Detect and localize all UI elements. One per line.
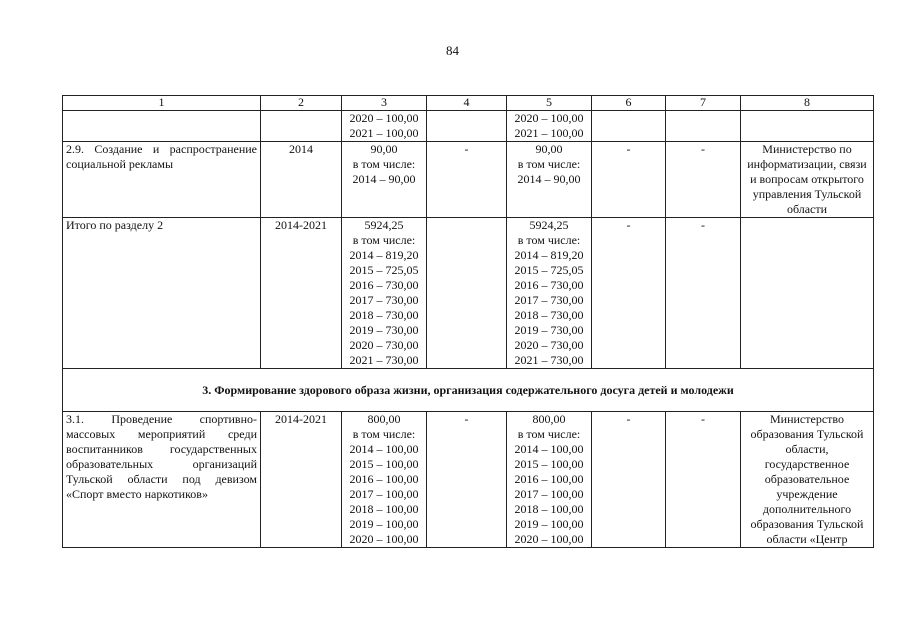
header-row bbox=[63, 96, 874, 111]
cell-period: 2014-2021 bbox=[261, 218, 342, 369]
amount-line: 90,00 bbox=[370, 142, 398, 156]
amount-line: 2021 – 730,00 bbox=[349, 353, 419, 367]
amount-line: 800,00 bbox=[532, 412, 566, 426]
col-header-5: 5 bbox=[507, 96, 592, 111]
amount-line: в том числе: bbox=[352, 157, 416, 171]
cell-name: 2.9. Создание и распространение социальной рекламы bbox=[63, 142, 261, 218]
table-row bbox=[63, 142, 874, 218]
cell-name: Итого по разделу 2 bbox=[63, 218, 261, 369]
amount-line: 2018 – 100,00 bbox=[514, 502, 584, 516]
cell-col3 bbox=[342, 142, 427, 218]
cell-col4: - bbox=[427, 412, 507, 548]
cell-col8: Министерство образования Тульской области, государственное образовательное учреждение дополнительного образования Тульской области «Центр bbox=[741, 412, 874, 548]
amount-line: 2016 – 730,00 bbox=[514, 278, 584, 292]
amount-line: 2014 – 90,00 bbox=[517, 172, 581, 186]
amount-line: 2021 – 100,00 bbox=[349, 126, 419, 140]
amount-line: 2020 – 100,00 bbox=[349, 111, 419, 125]
cell-col3 bbox=[342, 412, 427, 548]
table-row bbox=[63, 218, 874, 369]
cell-col6: - bbox=[592, 218, 666, 369]
amount-line: 2015 – 725,05 bbox=[349, 263, 419, 277]
cell-col8 bbox=[741, 218, 874, 369]
amount-line: 5924,25 bbox=[364, 218, 404, 232]
cell-col4: - bbox=[592, 412, 666, 548]
amount-line: 2021 – 730,00 bbox=[514, 353, 584, 367]
cell-col8 bbox=[741, 111, 874, 142]
amount-line: в том числе: bbox=[517, 233, 581, 247]
cell-col7: - bbox=[666, 412, 741, 548]
amount-line: в том числе: bbox=[517, 427, 581, 441]
amount-line: 2020 – 100,00 bbox=[514, 532, 584, 546]
amount-line: 2021 – 100,00 bbox=[514, 126, 584, 140]
col-header-4: 4 bbox=[427, 96, 507, 111]
amount-line: 2014 – 100,00 bbox=[514, 442, 584, 456]
cell-col5 bbox=[507, 412, 592, 548]
cell-col6 bbox=[592, 111, 666, 142]
amount-line: 2019 – 730,00 bbox=[349, 323, 419, 337]
cell-col5 bbox=[507, 218, 592, 369]
col-header-8: 8 bbox=[741, 96, 874, 111]
cell-col6: - bbox=[592, 142, 666, 218]
amount-line: 2017 – 100,00 bbox=[514, 487, 584, 501]
amount-line: 800,00 bbox=[367, 412, 401, 426]
col-header-2: 2 bbox=[261, 96, 342, 111]
amount-line: 2018 – 730,00 bbox=[514, 308, 584, 322]
cell-period: 2014-2021 bbox=[261, 412, 342, 548]
amount-line: 2014 – 90,00 bbox=[352, 172, 416, 186]
amount-line: 2016 – 100,00 bbox=[514, 472, 584, 486]
section-title: 3. Формирование здорового образа жизни, организация содержательного досуга детей и молодежи bbox=[63, 369, 874, 412]
amount-line: 2014 – 100,00 bbox=[349, 442, 419, 456]
cell-col7: - bbox=[666, 142, 741, 218]
amount-line: 2015 – 725,05 bbox=[514, 263, 584, 277]
amount-line: 2015 – 100,00 bbox=[514, 457, 584, 471]
cell-name bbox=[63, 111, 261, 142]
col-header-6: 6 bbox=[592, 96, 666, 111]
cell-period bbox=[261, 111, 342, 142]
amount-line: 2017 – 100,00 bbox=[349, 487, 419, 501]
cell-period: 2014 bbox=[261, 142, 342, 218]
program-table bbox=[62, 95, 874, 548]
amount-line: 2015 – 100,00 bbox=[349, 457, 419, 471]
amount-line: 2020 – 730,00 bbox=[349, 338, 419, 352]
cell-col7 bbox=[666, 111, 741, 142]
amount-line: 2016 – 100,00 bbox=[349, 472, 419, 486]
col-header-7: 7 bbox=[666, 96, 741, 111]
cell-col8: Министерство по информатизации, связи и вопросам открытого управления Тульской области bbox=[741, 142, 874, 218]
cell-col5 bbox=[507, 142, 592, 218]
amount-line: в том числе: bbox=[352, 427, 416, 441]
cell-col3 bbox=[342, 218, 427, 369]
amount-line: 2019 – 100,00 bbox=[349, 517, 419, 531]
amount-line: 2016 – 730,00 bbox=[349, 278, 419, 292]
cell-name: 3.1. Проведение спортивно-массовых мероприятий среди воспитанников государственных образовательных организаций Тульской области под девизом «Спорт вместо наркотиков» bbox=[63, 412, 261, 548]
col-header-3: 3 bbox=[342, 96, 427, 111]
amount-line: 2018 – 730,00 bbox=[349, 308, 419, 322]
amount-line: 2020 – 730,00 bbox=[514, 338, 584, 352]
col-header-1: 1 bbox=[63, 96, 261, 111]
amount-line: 2017 – 730,00 bbox=[514, 293, 584, 307]
amount-line: в том числе: bbox=[352, 233, 416, 247]
cell-col4: - bbox=[427, 142, 507, 218]
cell-col4 bbox=[427, 218, 507, 369]
amount-line: 2017 – 730,00 bbox=[349, 293, 419, 307]
amount-line: 2020 – 100,00 bbox=[514, 111, 584, 125]
section-heading-row bbox=[63, 369, 874, 412]
amount-line: 90,00 bbox=[535, 142, 563, 156]
amount-line: 2014 – 819,20 bbox=[514, 248, 584, 262]
amount-line: 2014 – 819,20 bbox=[349, 248, 419, 262]
cell-col5 bbox=[507, 111, 592, 142]
amount-line: 5924,25 bbox=[529, 218, 569, 232]
table-row bbox=[63, 111, 874, 142]
amount-line: в том числе: bbox=[517, 157, 581, 171]
amount-line: 2019 – 100,00 bbox=[514, 517, 584, 531]
cell-col4 bbox=[427, 111, 507, 142]
cell-col7: - bbox=[666, 218, 741, 369]
amount-line: 2019 – 730,00 bbox=[514, 323, 584, 337]
page-number: 84 bbox=[446, 43, 459, 58]
amount-line: 2020 – 100,00 bbox=[349, 532, 419, 546]
cell-col3 bbox=[342, 111, 427, 142]
amount-line: 2018 – 100,00 bbox=[349, 502, 419, 516]
table-row bbox=[63, 412, 874, 548]
